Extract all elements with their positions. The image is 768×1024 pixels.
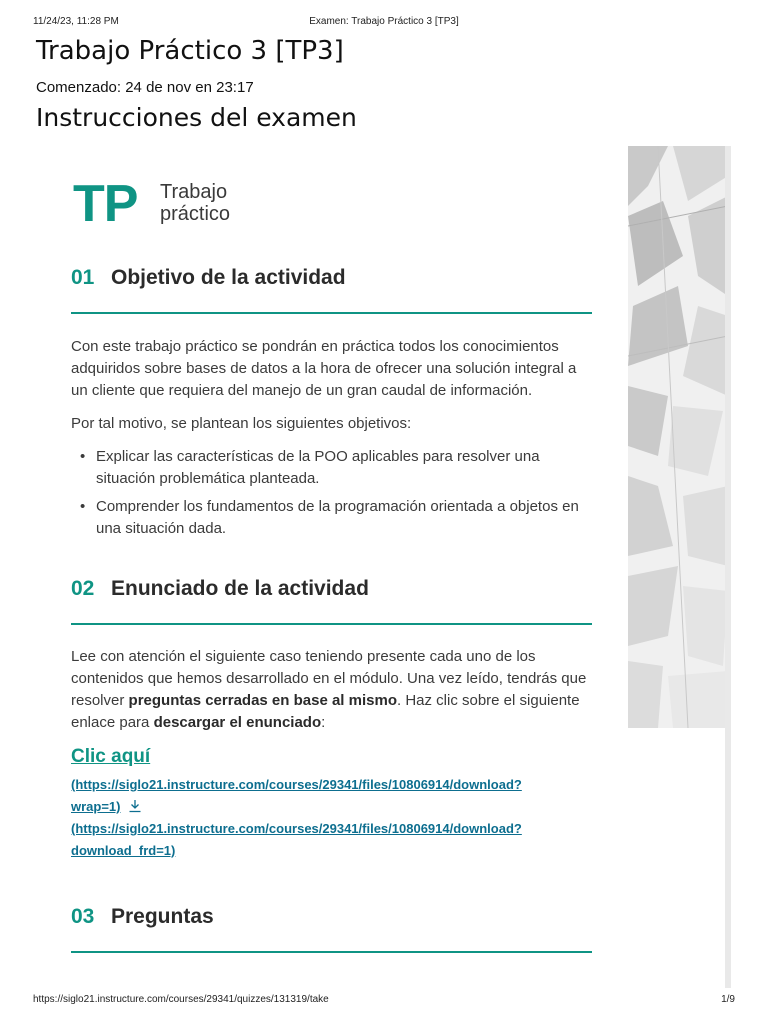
quiz-title: Trabajo Práctico 3 [TP3]	[36, 36, 344, 66]
clic-aqui-link[interactable]: Clic aquí	[71, 746, 151, 767]
print-url: https://siglo21.instructure.com/courses/29341/quizzes/131319/take	[33, 994, 329, 1005]
section-heading-objective	[71, 266, 592, 314]
page-counter: 1/9	[721, 994, 735, 1005]
instructions-heading: Instrucciones del examen	[36, 103, 357, 132]
list-item: • Comprender los fundamentos de la programación orientada a objetos en una situación dada.	[80, 498, 579, 537]
section-number: 02	[71, 577, 95, 600]
section-label: Objetivo de la actividad	[111, 266, 346, 289]
objective-lead: Por tal motivo, se plantean los siguientes objetivos:	[71, 415, 412, 432]
section-number: 03	[71, 905, 95, 928]
tp-logo-text	[160, 181, 230, 225]
section-heading-statement	[71, 577, 592, 625]
section-heading-questions	[71, 905, 592, 953]
tp-logo-mark: TP	[73, 175, 138, 233]
decorative-strip	[725, 146, 731, 988]
tp-logo-line1: Trabajo	[160, 181, 228, 203]
list-item: • Explicar las características de la POO aplicables para resolver una situación problemática planteada.	[80, 448, 540, 487]
print-footer	[33, 994, 735, 1008]
decorative-image	[628, 146, 728, 728]
print-header	[33, 16, 735, 30]
download-icon[interactable]	[128, 799, 142, 813]
section-number: 01	[71, 266, 95, 289]
section-label: Enunciado de la actividad	[111, 577, 369, 600]
print-title: Examen: Trabajo Práctico 3 [TP3]	[309, 16, 459, 27]
tp-logo-line2: práctico	[160, 203, 231, 225]
objective-intro: Con este trabajo práctico se pondrán en práctica todos los conocimientos adquiridos sobre bases de datos a la hora de ofrecer una solución integral a un cliente que requiera del manejo de un gran caudal de información.	[71, 338, 577, 399]
download-frd-link[interactable]: (https://siglo21.instructure.com/courses/29341/files/10806914/download? download_frd=1)	[71, 821, 522, 858]
statement-paragraph: Lee con atención el siguiente caso teniendo presente cada uno de los contenidos que hemos desarrollado en el módulo. Una vez leído, tendrás que resolver preguntas cerradas en base al mismo. Haz clic sobre el siguiente enlace para descargar el enunciado:	[71, 648, 587, 731]
objective-list	[71, 446, 591, 546]
print-date: 11/24/23, 11:28 PM	[33, 16, 119, 27]
download-wrap-link[interactable]: (https://siglo21.instructure.com/courses/29341/files/10806914/download? wrap=1)	[71, 777, 522, 814]
section-label: Preguntas	[111, 905, 214, 928]
started-text: Comenzado: 24 de nov en 23:17	[36, 79, 254, 96]
